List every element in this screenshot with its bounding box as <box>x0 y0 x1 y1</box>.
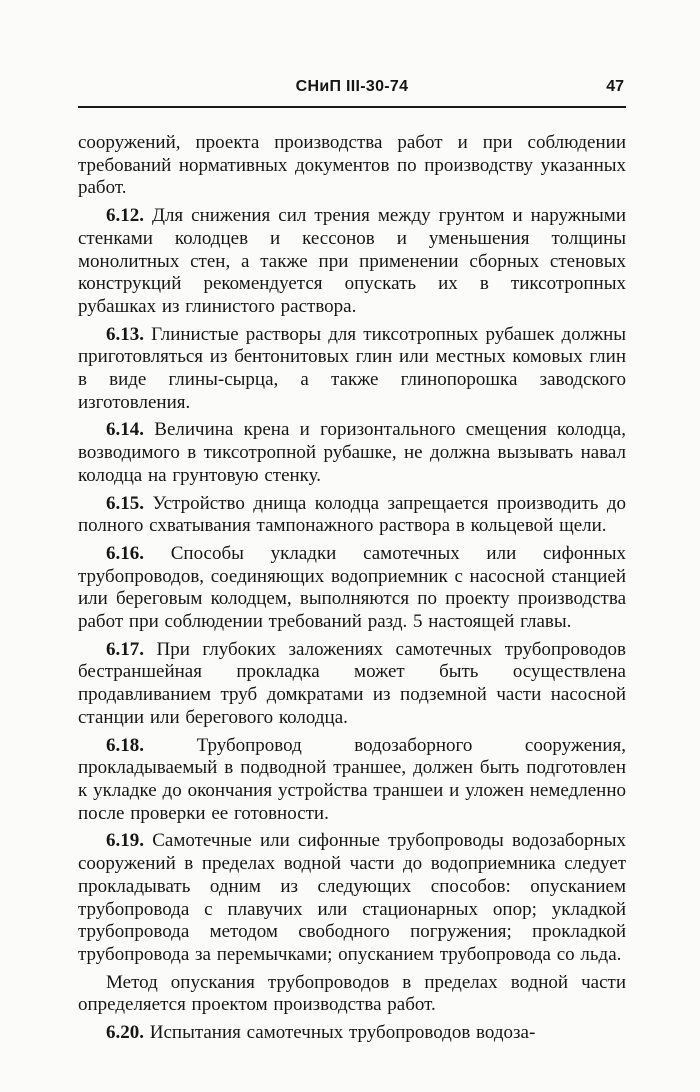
paragraph <box>78 205 626 319</box>
paragraph-text: Способы укладки самотечных или сифонных трубопроводов, соединяющих водоприемник с насосной станцией или береговым колодцем, выполняются по проекту производства работ при соблюдении требований разд. 5 настоящей главы. <box>78 542 626 633</box>
paragraph <box>78 493 626 538</box>
clause-number: 6.13. <box>106 323 144 345</box>
clause-number: 6.16. <box>106 542 144 564</box>
paragraph-text: Величина крена и горизонтального смещения колодца, возводимого в тиксотропной рубашке, не должна вызывать навал колодца на грунтовую стенку. <box>78 419 626 486</box>
paragraph-text: Трубопровод водозаборного сооружения, прокладываемый в подводной траншее, должен быть подготовлен к укладке до окончания устройства траншеи и уложен немедленно после проверки ее готовности. <box>78 734 626 824</box>
paragraph <box>78 419 626 487</box>
clause-number: 6.12. <box>106 205 144 227</box>
clause-number: 6.15. <box>106 492 144 514</box>
paragraph <box>78 972 626 1017</box>
paragraph <box>78 1022 626 1045</box>
paragraph-text: Глинистые растворы для тиксотропных рубашек должны приготовляться из бентонитовых глин или местных комовых глин в виде глины-сырца, а также глинопорошка заводского изготовления. <box>78 323 627 413</box>
paragraph <box>78 543 626 634</box>
running-header <box>78 78 626 104</box>
paragraph-text: Самотечные или сифонные трубопроводы водозаборных сооружений в пределах водной части до водоприемника следует прокладывать одним из следующих способов: опусканием трубопровода с плавучих или стационарных опор; укладкой трубопровода методом свободного погружения; прокладкой трубопровода за перемычками; опусканием трубопровода со льда. <box>78 830 626 965</box>
clause-number: 6.19. <box>106 830 144 852</box>
paragraph-text: При глубоких заложениях самотечных трубопроводов бестраншейная прокладка может быть осуществлена продавливанием труб домкратами из подземной части насосной станции или берегового колодца. <box>78 638 626 728</box>
clause-number: 6.18. <box>106 734 144 756</box>
paragraph <box>78 735 626 826</box>
paragraph <box>78 324 626 415</box>
clause-number: 6.20. <box>106 1022 144 1044</box>
clause-number: 6.17. <box>106 638 144 660</box>
paragraph-text: сооружений, проекта производства работ и при соблюдении требований нормативных документов по производству указанных работ. <box>78 132 626 199</box>
body-text <box>78 132 626 1045</box>
paragraph-text: Метод опускания трубопроводов в пределах водной части определяется проектом производства работ. <box>78 971 626 1016</box>
header-rule <box>78 106 626 108</box>
paragraph <box>78 830 626 966</box>
document-page <box>78 78 626 1045</box>
page-number: 47 <box>606 78 624 95</box>
paragraph-text: Испытания самотечных трубопроводов водоза- <box>149 1022 536 1044</box>
paragraph <box>78 132 626 200</box>
paragraph-text: Устройство днища колодца запрещается производить до полного схватывания тампонажного раствора в кольцевой щели. <box>78 492 626 537</box>
clause-number: 6.14. <box>106 419 144 441</box>
paragraph-text: Для снижения сил трения между грунтом и наружными стенками колодцев и кессонов и уменьшения толщины монолитных стен, а также при применении сборных стеновых конструкций рекомендуется опускать их в тиксотропных рубашках из глинистого раствора. <box>78 205 626 317</box>
paragraph <box>78 639 626 730</box>
document-code: СНиП III-30-74 <box>295 78 409 95</box>
